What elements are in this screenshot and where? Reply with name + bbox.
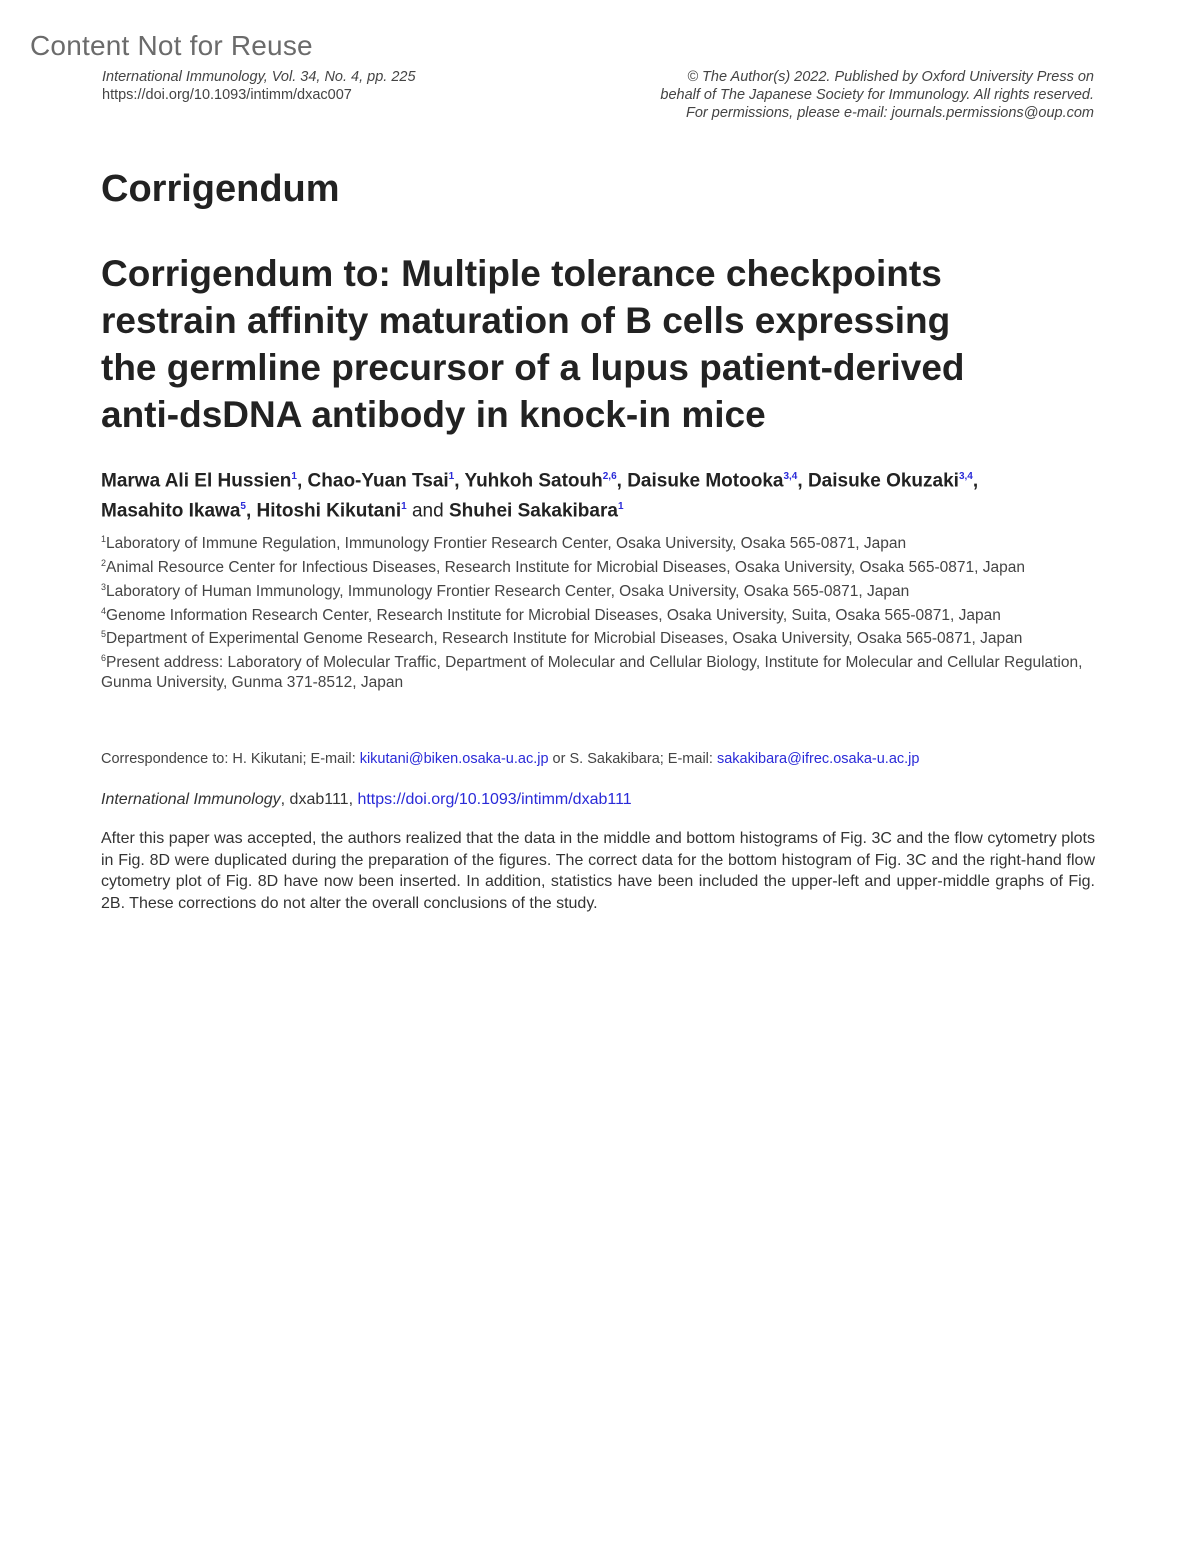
affiliation-text: Department of Experimental Genome Research, Research Institute for Microbial Diseases, Osaka University, Osaka 565-0871, Japan [106, 630, 1023, 648]
author-affiliation-marker[interactable]: 1 [401, 501, 407, 513]
title-line: the germline precursor of a lupus patient-derived [101, 347, 965, 388]
watermark: Content Not for Reuse [30, 30, 313, 61]
author-affiliation-marker[interactable]: 1 [617, 501, 624, 513]
article-title [101, 250, 1101, 438]
title-line: restrain affinity maturation of B cells expressing [101, 300, 951, 341]
affiliation-item [101, 602, 1091, 626]
affiliation-number: 6 [101, 653, 107, 664]
copyright-line: behalf of The Japanese Society for Immunology. All rights reserved. [660, 87, 1094, 103]
affiliation-text: Present address: Laboratory of Molecular Traffic, Department of Molecular and Cellular Biology, Institute for Molecular and Cellular Regulation, Gunma University, Gunma 371-8512, Japan [101, 654, 1083, 692]
author-affiliation-marker[interactable]: 3,4 [783, 471, 798, 482]
author-separator: , [296, 470, 308, 492]
author-name: Daisuke Okuzaki [807, 470, 959, 492]
author-separator: , [972, 470, 979, 492]
affiliation-text: Laboratory of Human Immunology, Immunology Frontier Research Center, Osaka University, Osaka 565-0871, Japan [106, 582, 910, 600]
email-link-sakakibara[interactable]: sakakibara@ifrec.osaka-u.ac.jp [716, 751, 920, 767]
affiliation-item [101, 530, 1091, 554]
author-affiliation-marker[interactable]: 1 [291, 471, 297, 482]
copyright-line: For permissions, please e-mail: journals.permissions@oup.com [686, 105, 1094, 121]
author-separator: , [454, 470, 465, 492]
affiliation-item [101, 625, 1091, 649]
copyright-header [660, 68, 1094, 122]
author-separator: , [616, 470, 628, 492]
affiliation-text: Genome Information Research Center, Research Institute for Microbial Diseases, Osaka University, Suita, Osaka 565-0871, Japan [106, 606, 1001, 624]
original-article-citation [101, 790, 1101, 810]
affiliation-number: 3 [101, 581, 107, 592]
author-name: Daisuke Motooka [627, 470, 784, 492]
author-affiliation-marker[interactable]: 2,6 [602, 471, 617, 482]
journal-line: International Immunology, Vol. 34, No. 4, pp. 225 [102, 69, 416, 85]
doi-line: https://doi.org/10.1093/intimm/dxac007 [102, 87, 352, 103]
affiliation-list [101, 530, 1091, 693]
author-name: Chao-Yuan Tsai [307, 470, 449, 492]
affiliation-number: 1 [101, 534, 107, 544]
correspondence-prefix: Correspondence to: H. Kikutani; E-mail: [101, 751, 360, 767]
affiliation-item [101, 649, 1091, 693]
author-name: Masahito Ikawa [101, 500, 241, 522]
affiliation-number: 4 [101, 605, 107, 616]
correspondence [101, 750, 1101, 768]
title-line: anti-dsDNA antibody in knock-in mice [101, 394, 766, 435]
journal-header [102, 68, 416, 104]
author-affiliation-marker[interactable]: 3,4 [958, 471, 973, 482]
affiliation-number: 5 [101, 629, 107, 640]
copyright-line: © The Author(s) 2022. Published by Oxford University Press on [687, 69, 1094, 85]
author-separator: and [406, 500, 449, 522]
author-name: Hitoshi Kikutani [256, 500, 402, 522]
corrigendum-body: After this paper was accepted, the authors realized that the data in the middle and bottom histograms of Fig. 3C and the flow cytometry plots in Fig. 8D were duplicated during the preparation of the figures. The correct data for the bottom histogram of Fig. 3C and the right-hand flow cytometry plot of Fig. 8D have now been inserted. In addition, statistics have been included the upper-left and upper-middle graphs of Fig. 2B. These corrections do not alter the overall conclusions of the study. [101, 830, 1095, 912]
affiliation-text: Animal Resource Center for Infectious Diseases, Research Institute for Microbial Diseases, Osaka University, Osaka 565-0871, Japan [106, 559, 1025, 577]
author-separator: , [245, 500, 257, 522]
author-name: Shuhei Sakakibara [448, 500, 618, 522]
author-name: Marwa Ali El Hussien [101, 470, 292, 492]
affiliation-item [101, 578, 1091, 602]
citation-journal: International Immunology [101, 791, 281, 808]
author-list [101, 464, 1101, 525]
author-affiliation-marker[interactable]: 1 [448, 471, 455, 482]
affiliation-number: 2 [101, 557, 107, 568]
affiliation-item [101, 554, 1091, 578]
citation-id: , dxab111, [280, 791, 358, 808]
author-name: Yuhkoh Satouh [464, 470, 603, 492]
author-affiliation-marker[interactable]: 5 [240, 501, 246, 513]
affiliation-text: Laboratory of Immune Regulation, Immunology Frontier Research Center, Osaka University, Osaka 565-0871, Japan [106, 535, 907, 553]
email-link-kikutani[interactable]: kikutani@biken.osaka-u.ac.jp [359, 751, 549, 767]
title-line: Corrigendum to: Multiple tolerance checkpoints [101, 253, 942, 294]
citation-doi-link[interactable]: https://doi.org/10.1093/intimm/dxab111 [357, 791, 632, 808]
section-label: Corrigendum [101, 168, 340, 210]
correspondence-middle: or S. Sakakibara; E-mail: [548, 751, 717, 767]
author-separator: , [797, 470, 808, 492]
